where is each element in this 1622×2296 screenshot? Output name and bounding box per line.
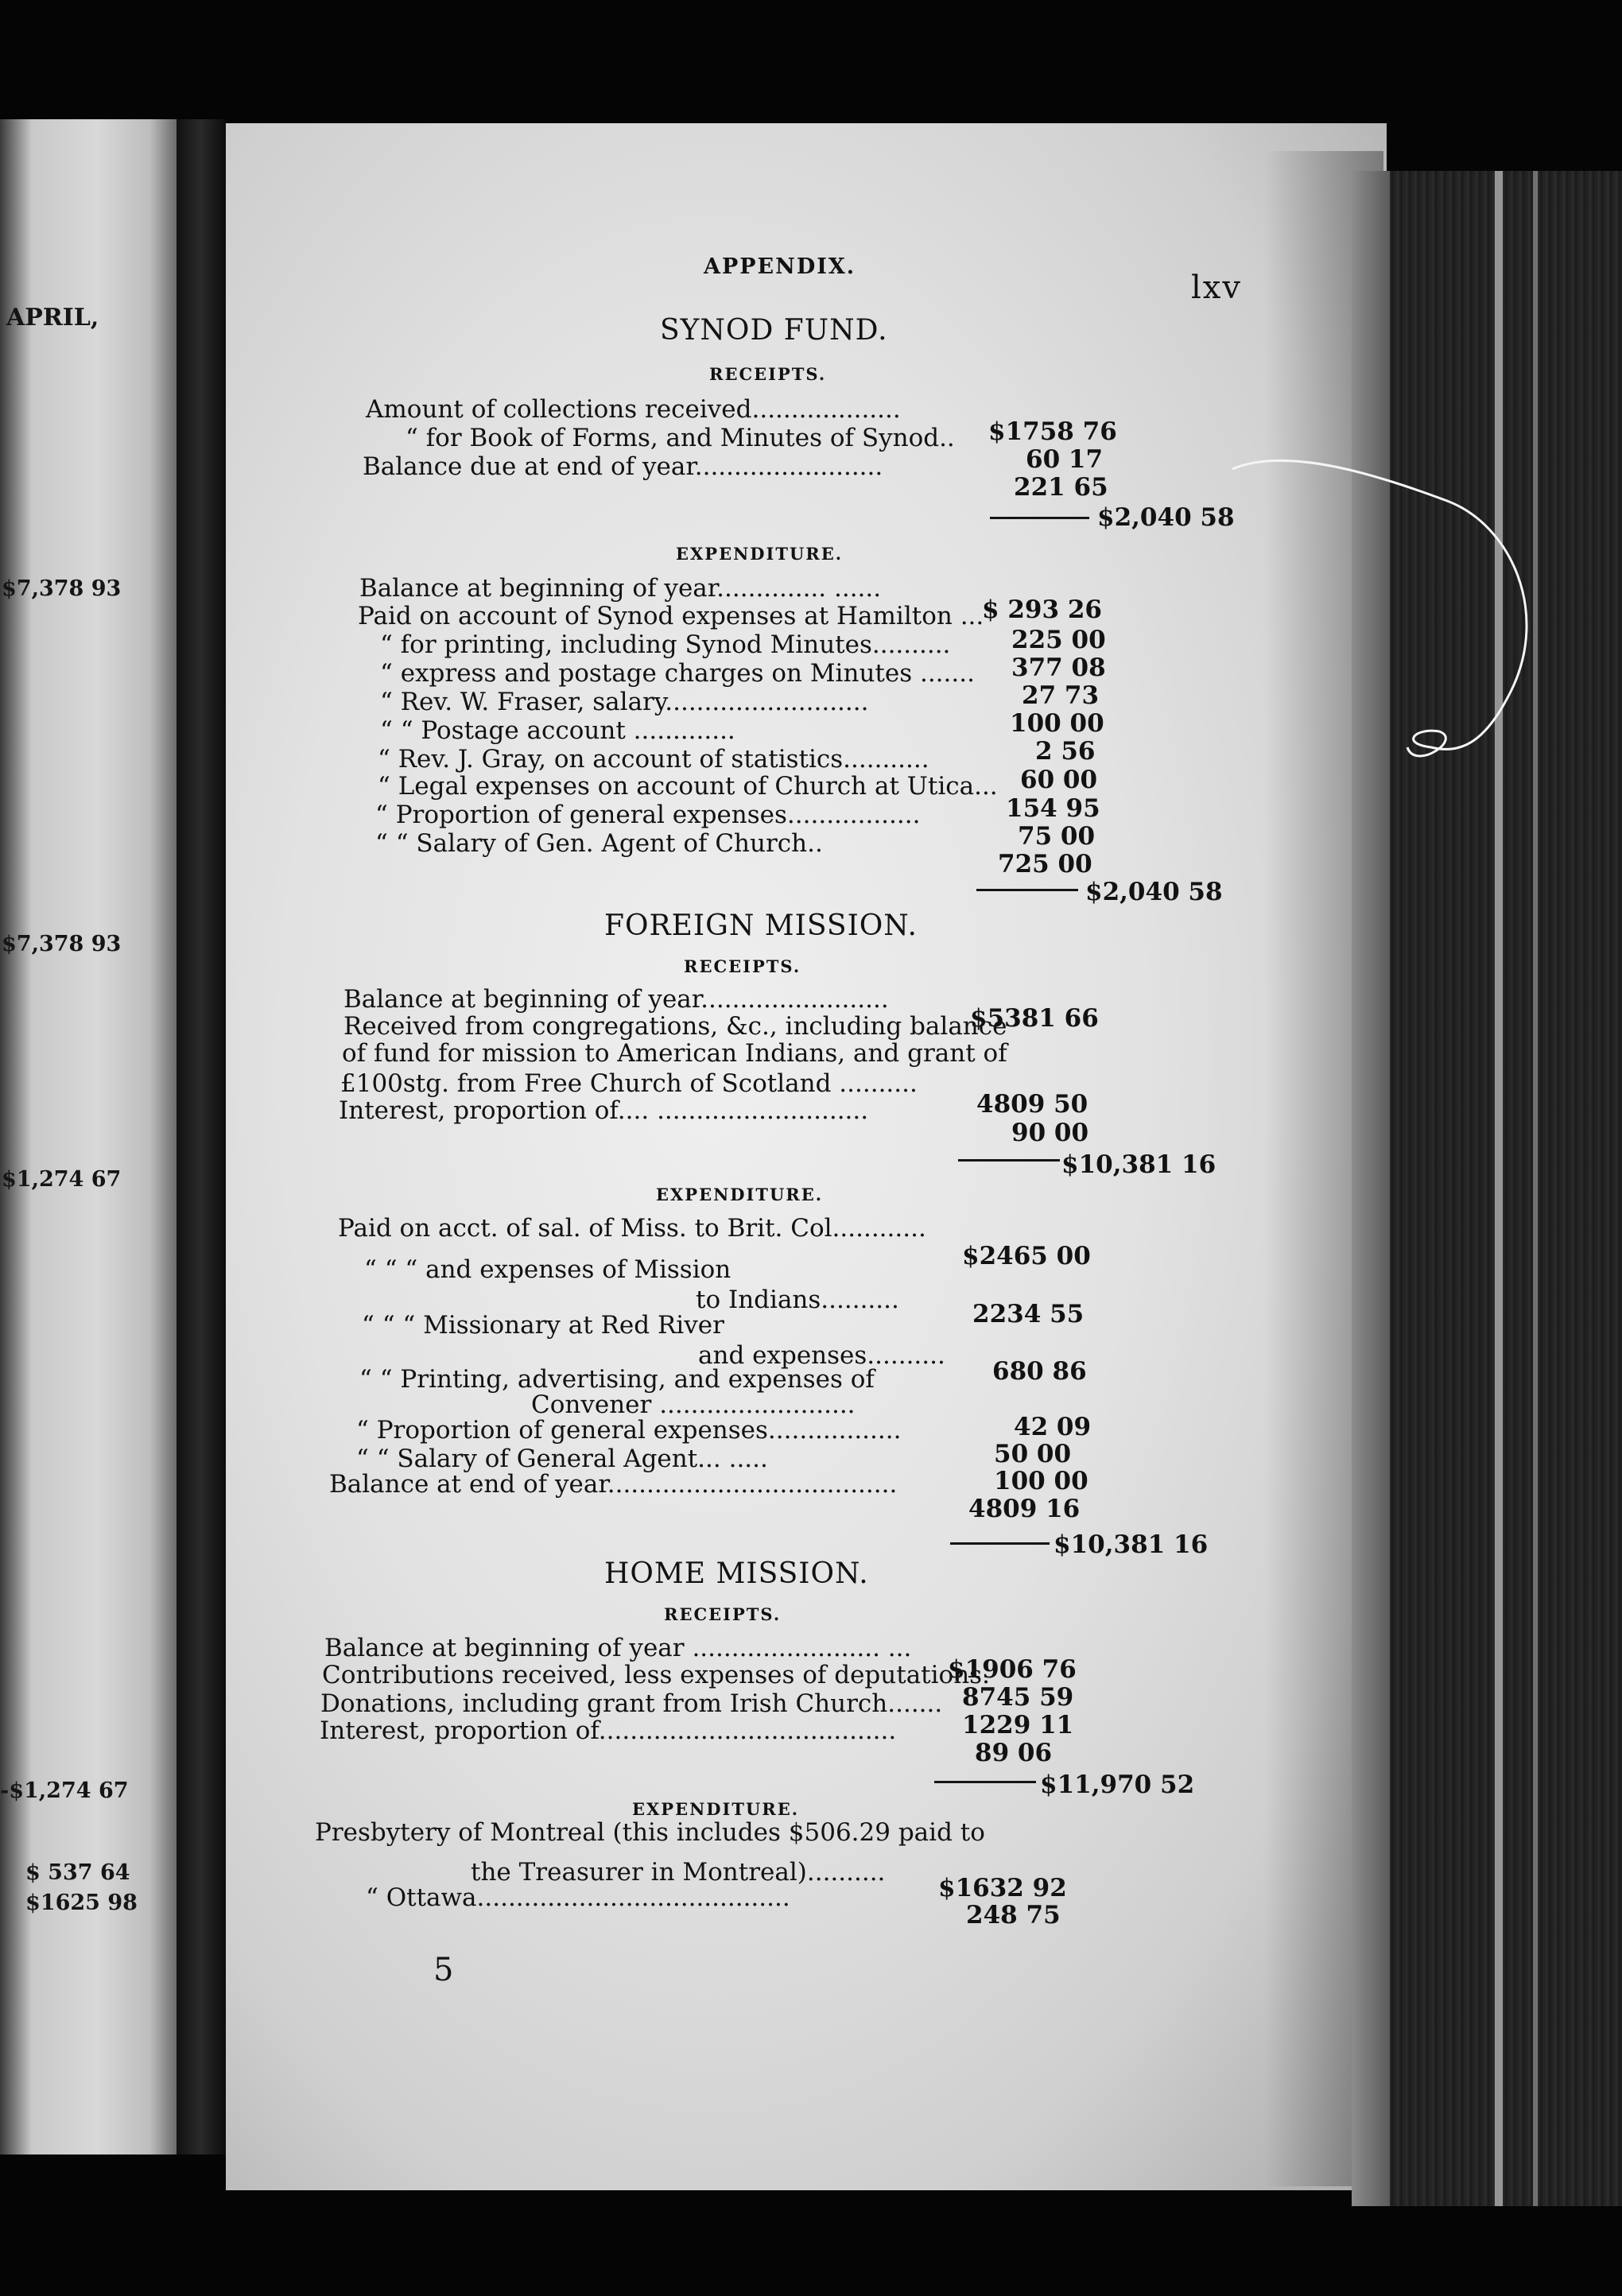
left-page-amount: $7,378 93: [2, 932, 122, 956]
synod-expenditure-amount: 225 00: [1011, 626, 1106, 654]
home-expenditure-amount: 248 75: [966, 1901, 1061, 1929]
left-page-heading-fragment: APRIL,: [6, 304, 99, 332]
foreign-expenditure-text: Convener .........................: [531, 1390, 856, 1419]
foreign-expenditure-amount: 680 86: [992, 1357, 1087, 1386]
foreign-receipts-label: RECEIPTS.: [684, 956, 801, 976]
synod-receipts-label: RECEIPTS.: [709, 364, 827, 384]
synod-expenditure-amount: 100 00: [1010, 709, 1104, 738]
synod-receipt-text: Balance due at end of year........................: [363, 452, 883, 481]
synod-expenditure-amount: 154 95: [1006, 794, 1100, 823]
left-facing-page: [0, 119, 177, 2154]
home-receipt-amount: 89 06: [975, 1739, 1053, 1767]
synod-expenditure-text: Balance at beginning of year.............. ......: [359, 574, 882, 603]
synod-receipt-text: Amount of collections received...................: [366, 395, 901, 424]
rule: [958, 1159, 1060, 1162]
home-receipt-text: Interest, proportion of......................................: [320, 1716, 897, 1745]
book-gutter: [177, 119, 226, 2154]
synod-expenditure-text: “ Rev. W. Fraser, salary..........................: [380, 688, 869, 716]
rule: [950, 1542, 1050, 1545]
foreign-expenditure-text: Balance at end of year.....................................: [329, 1470, 898, 1499]
foreign-receipt-amount: 4809 50: [976, 1090, 1088, 1119]
synod-receipt-text: “ for Book of Forms, and Minutes of Synod..: [406, 424, 955, 452]
rule: [934, 1781, 1036, 1783]
home-expenditure-text: the Treasurer in Montreal)..........: [471, 1858, 886, 1887]
left-page-amount: $ 537 64: [25, 1860, 130, 1885]
synod-expenditure-label: EXPENDITURE.: [676, 544, 844, 564]
foreign-expenditure-amount: 42 09: [1014, 1413, 1092, 1441]
home-receipt-amount: $1906 76: [948, 1655, 1077, 1684]
home-receipt-amount: 8745 59: [962, 1683, 1074, 1712]
left-page-amount: $1,274 67: [2, 1167, 122, 1192]
synod-expenditure-amount: $ 293 26: [982, 595, 1103, 624]
synod-expenditure-amount: 60 00: [1020, 766, 1098, 794]
foreign-receipt-text: Balance at beginning of year........................: [343, 985, 889, 1014]
synod-expenditure-amount: 725 00: [998, 850, 1092, 878]
foreign-expenditure-text: “ “ Salary of General Agent... .....: [356, 1445, 768, 1473]
foreign-expenditure-text: “ “ “ and expenses of Mission: [364, 1255, 731, 1284]
home-receipt-text: Balance at beginning of year ........................ ...: [324, 1634, 912, 1662]
foreign-receipt-text: Received from congregations, &c., including balance: [343, 1012, 1007, 1041]
rule: [976, 889, 1078, 891]
section-title-home-mission: HOME MISSION.: [604, 1557, 869, 1590]
foreign-expenditure-label: EXPENDITURE.: [656, 1185, 824, 1204]
home-expenditure-text: “ Ottawa........................................: [366, 1883, 790, 1912]
foreign-receipt-text: £100stg. from Free Church of Scotland ..........: [340, 1069, 918, 1098]
foreign-expenditure-total: $10,381 16: [1054, 1530, 1209, 1559]
synod-expenditure-amount: 2 56: [1035, 737, 1096, 766]
synod-expenditure-text: “ Rev. J. Gray, on account of statistics...........: [378, 745, 929, 774]
foreign-expenditure-amount: 4809 16: [968, 1495, 1081, 1523]
foreign-expenditure-amount: 100 00: [994, 1467, 1088, 1495]
foreign-expenditure-text: to Indians..........: [696, 1286, 899, 1314]
home-receipt-amount: 1229 11: [962, 1711, 1074, 1739]
rule: [990, 517, 1089, 519]
foreign-receipt-amount: $5381 66: [970, 1004, 1099, 1033]
left-page-amount: -$1,274 67: [0, 1778, 129, 1803]
synod-expenditure-text: “ “ Postage account .............: [380, 716, 735, 745]
home-expenditure-amount: $1632 92: [938, 1874, 1067, 1902]
home-receipts-total: $11,970 52: [1040, 1770, 1195, 1799]
foreign-expenditure-text: and expenses..........: [698, 1341, 945, 1370]
foreign-expenditure-text: Paid on acct. of sal. of Miss. to Brit. Col............: [338, 1214, 926, 1243]
synod-expenditure-text: “ Legal expenses on account of Church at Utica...: [378, 772, 998, 801]
home-receipts-label: RECEIPTS.: [664, 1604, 782, 1624]
foreign-receipt-text: Interest, proportion of.... ...........................: [339, 1096, 869, 1125]
home-receipt-text: Donations, including grant from Irish Church.......: [320, 1689, 943, 1718]
synod-receipts-total: $2,040 58: [1097, 503, 1235, 532]
foreign-expenditure-amount: 2234 55: [972, 1300, 1085, 1328]
home-expenditure-label: EXPENDITURE.: [632, 1799, 800, 1819]
foreign-expenditure-text: “ “ Printing, advertising, and expenses of: [359, 1365, 875, 1394]
section-title-synod-fund: SYNOD FUND.: [660, 314, 888, 347]
synod-expenditure-text: “ Proportion of general expenses.................: [375, 801, 921, 829]
section-title-foreign-mission: FOREIGN MISSION.: [604, 909, 918, 942]
synod-expenditure-amount: 75 00: [1018, 822, 1096, 851]
synod-expenditure-amount: 377 08: [1011, 654, 1106, 682]
synod-expenditure-text: Paid on account of Synod expenses at Hamilton ...: [358, 602, 984, 630]
foreign-receipt-text: of fund for mission to American Indians, and grant of: [342, 1039, 1007, 1068]
foreign-expenditure-text: “ Proportion of general expenses.................: [356, 1416, 902, 1445]
synod-expenditure-text: “ “ Salary of Gen. Agent of Church..: [375, 829, 823, 858]
foreign-expenditure-text: “ “ “ Missionary at Red River: [362, 1311, 724, 1340]
running-title: APPENDIX.: [704, 254, 856, 279]
synod-receipt-amount: 221 65: [1014, 473, 1108, 502]
foreign-expenditure-amount: 50 00: [994, 1440, 1072, 1468]
synod-receipt-amount: $1758 76: [988, 417, 1117, 446]
synod-expenditure-text: “ for printing, including Synod Minutes..........: [380, 630, 951, 659]
page-number: lxv: [1191, 270, 1242, 306]
loose-thread: [1224, 453, 1558, 787]
foreign-receipts-total: $10,381 16: [1061, 1150, 1216, 1179]
home-expenditure-text: Presbytery of Montreal (this includes $506.29 paid to: [315, 1818, 985, 1847]
signature-mark: 5: [433, 1952, 454, 1988]
synod-expenditure-total: $2,040 58: [1085, 878, 1223, 906]
synod-expenditure-text: “ express and postage charges on Minutes .......: [380, 659, 975, 688]
left-page-amount: $7,378 93: [2, 576, 122, 601]
synod-receipt-amount: 60 17: [1026, 445, 1104, 474]
left-page-amount: $1625 98: [25, 1891, 138, 1915]
foreign-expenditure-amount: $2465 00: [962, 1242, 1091, 1270]
synod-expenditure-amount: 27 73: [1022, 681, 1100, 710]
foreign-receipt-amount: 90 00: [1011, 1119, 1089, 1147]
home-receipt-text: Contributions received, less expenses of deputations.: [322, 1661, 990, 1689]
